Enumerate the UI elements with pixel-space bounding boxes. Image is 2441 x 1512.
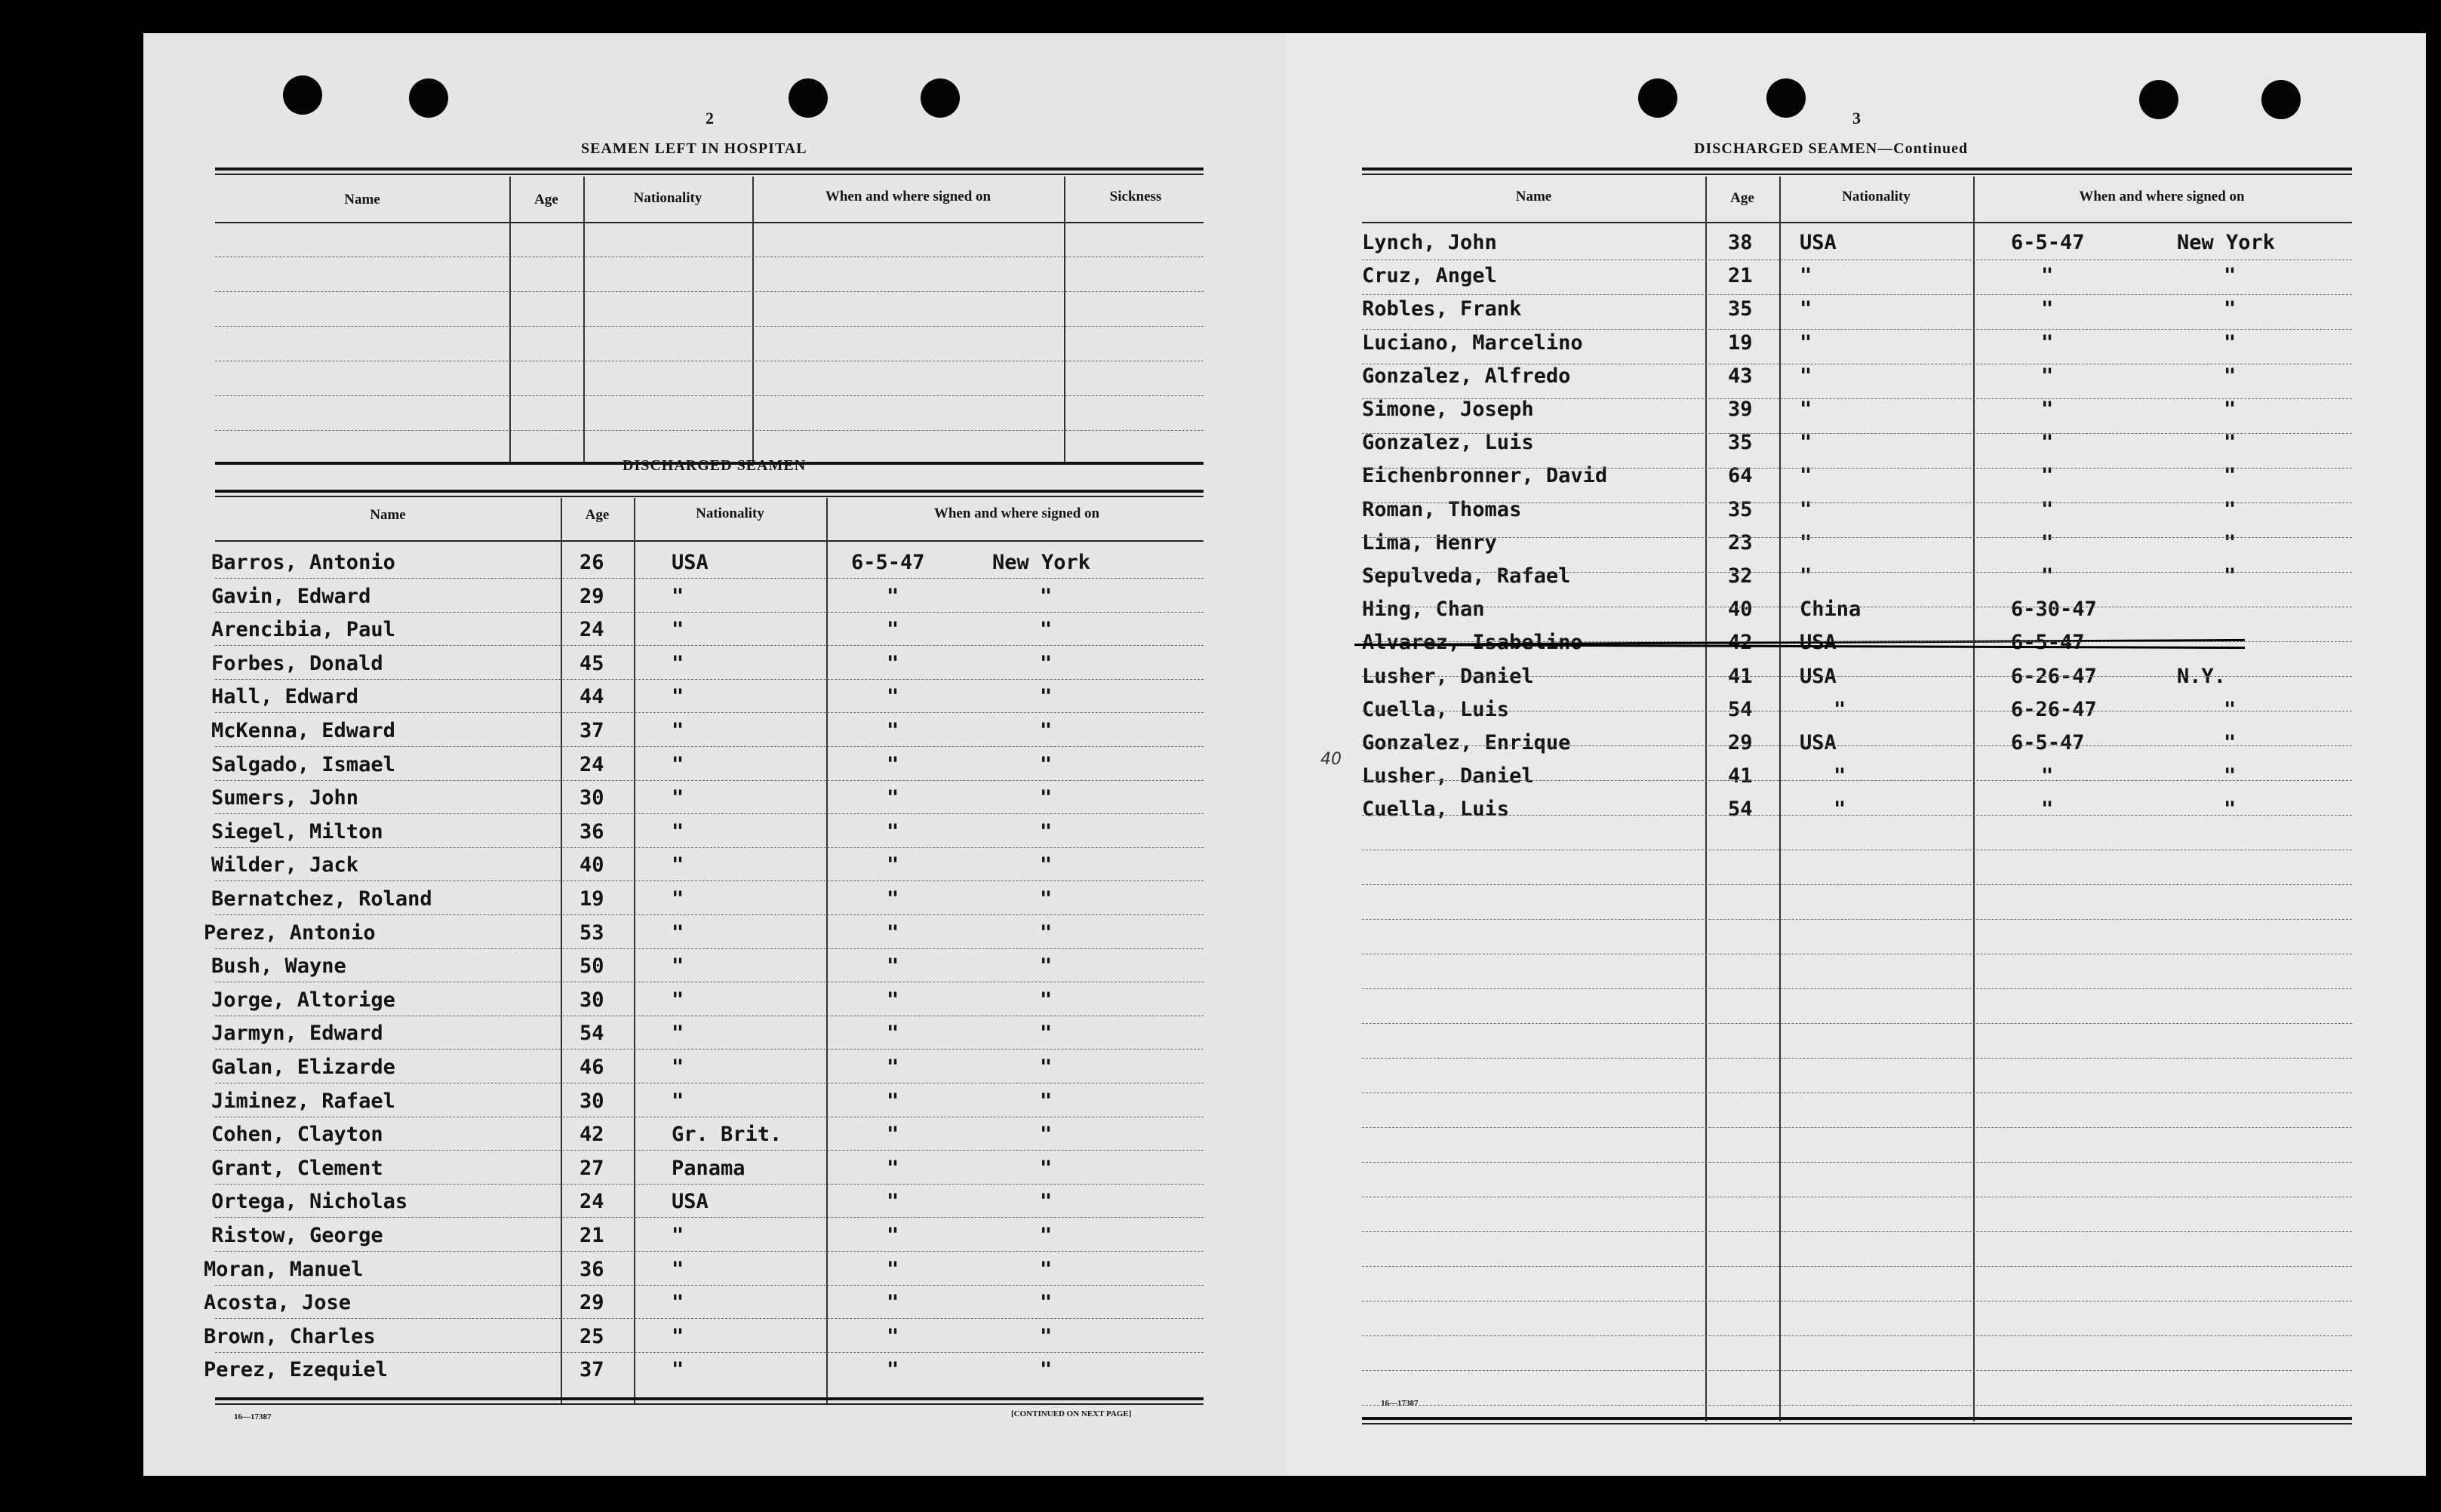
seaman-nationality: ": [672, 820, 684, 844]
table-row: [1287, 527, 2426, 560]
signed-on-date: ": [887, 1291, 899, 1314]
seaman-age: 21: [580, 1224, 604, 1247]
seaman-name: Roman, Thomas: [1362, 498, 1522, 521]
seaman-age: 25: [580, 1325, 604, 1348]
table-row: [143, 849, 1287, 882]
discharged-header-signed-on: When and where signed on: [933, 506, 1100, 521]
seaman-age: 32: [1728, 564, 1753, 588]
table-row: [143, 647, 1287, 681]
seaman-age: 35: [1728, 431, 1753, 454]
seaman-age: 39: [1728, 398, 1753, 421]
signed-on-date: ": [887, 1056, 899, 1079]
seaman-nationality: ": [672, 786, 684, 810]
signed-on-place: ": [1040, 988, 1053, 1012]
seaman-age: 41: [1728, 665, 1753, 688]
seaman-name: Arencibia, Paul: [211, 618, 395, 641]
seaman-age: 54: [1728, 797, 1753, 821]
seaman-age: 30: [580, 1089, 604, 1113]
seaman-name: Jiminez, Rafael: [211, 1089, 395, 1113]
signed-on-place: ": [2224, 297, 2237, 321]
seaman-nationality: ": [672, 618, 684, 641]
signed-on-date: ": [2041, 531, 2054, 555]
signed-on-place: ": [1040, 954, 1053, 978]
signed-on-date: ": [887, 988, 899, 1012]
table-row: [1287, 760, 2426, 793]
seaman-name: Lusher, Daniel: [1362, 665, 1534, 688]
seaman-nationality: ": [1800, 464, 1812, 487]
table-row: [143, 1320, 1287, 1354]
seaman-age: 24: [580, 618, 604, 641]
signed-on-place: New York: [2177, 231, 2276, 254]
signed-on-date: ": [2041, 264, 2054, 287]
seaman-name: Ortega, Nicholas: [211, 1190, 408, 1213]
seaman-age: 43: [1728, 364, 1753, 388]
signed-on-date: ": [2041, 764, 2054, 788]
signed-on-date: ": [887, 1022, 899, 1045]
seaman-age: 42: [580, 1123, 604, 1146]
signed-on-place: ": [2224, 797, 2237, 821]
signed-on-place: ": [1040, 921, 1053, 945]
table-row: [143, 782, 1287, 815]
seaman-name: Cohen, Clayton: [211, 1123, 383, 1146]
seaman-age: 64: [1728, 464, 1753, 487]
form-number: 16—17387: [234, 1412, 272, 1421]
punch-hole: [921, 78, 960, 118]
signed-on-date: ": [887, 1325, 899, 1348]
table-row: [1287, 493, 2426, 527]
seaman-nationality: ": [672, 954, 684, 978]
hospital-section-title: SEAMEN LEFT IN HOSPITAL: [581, 140, 807, 157]
signed-on-date: ": [887, 1358, 899, 1381]
signed-on-place: ": [1040, 1258, 1053, 1281]
signed-on-place: ": [2224, 464, 2237, 487]
signed-on-date: ": [887, 1089, 899, 1113]
seaman-name: Grant, Clement: [211, 1157, 383, 1180]
signed-on-date: ": [887, 753, 899, 776]
signed-on-date: ": [887, 1157, 899, 1180]
seaman-age: 29: [580, 1291, 604, 1314]
signed-on-date: ": [887, 652, 899, 675]
signed-on-place: ": [1040, 820, 1053, 844]
seaman-nationality: USA: [672, 1190, 709, 1213]
signed-on-place: ": [1040, 1123, 1053, 1146]
seaman-nationality: Panama: [672, 1157, 746, 1180]
table-row: [143, 613, 1287, 647]
signed-on-place: ": [1040, 1291, 1053, 1314]
seaman-name: Lima, Henry: [1362, 531, 1497, 555]
seaman-name: Wilder, Jack: [211, 853, 359, 877]
signed-on-place: ": [2224, 498, 2237, 521]
signed-on-place: ": [1040, 1190, 1053, 1213]
seaman-name: Simone, Joseph: [1362, 398, 1534, 421]
seaman-nationality: ": [1800, 531, 1812, 555]
seaman-age: 35: [1728, 498, 1753, 521]
signed-on-date: ": [2041, 331, 2054, 355]
seaman-age: 21: [1728, 264, 1753, 287]
seaman-name: Sepulveda, Rafael: [1362, 564, 1571, 588]
seaman-name: Lusher, Daniel: [1362, 764, 1534, 788]
hospital-header-signed-on: When and where signed on: [825, 189, 991, 204]
seaman-age: 37: [580, 719, 604, 742]
signed-on-date: ": [887, 1123, 899, 1146]
seaman-nationality: ": [672, 988, 684, 1012]
seaman-nationality: USA: [1800, 631, 1837, 654]
table-row: [1287, 693, 2426, 727]
table-row: [1287, 226, 2426, 260]
punch-hole: [1766, 78, 1806, 118]
punch-hole: [2261, 80, 2301, 119]
discharged-continued-title: DISCHARGED SEAMEN—Continued: [1694, 140, 1969, 157]
signed-on-date: 6-5-47: [2011, 231, 2085, 254]
seaman-nationality: ": [1800, 431, 1812, 454]
table-row: [143, 883, 1287, 916]
table-row: [143, 1219, 1287, 1252]
seaman-name: Cuella, Luis: [1362, 797, 1510, 821]
table-row: [1287, 293, 2426, 326]
header-name: Name: [1515, 189, 1552, 204]
seaman-name: Bush, Wayne: [211, 954, 346, 978]
signed-on-place: ": [1040, 753, 1053, 776]
signed-on-place: ": [2224, 264, 2237, 287]
signed-on-date: ": [887, 1190, 899, 1213]
table-row: [143, 1051, 1287, 1084]
signed-on-date: ": [887, 1258, 899, 1281]
seaman-name: Forbes, Donald: [211, 652, 383, 675]
seaman-age: 40: [580, 853, 604, 877]
seaman-nationality: ": [672, 1291, 684, 1314]
seaman-name: Brown, Charles: [204, 1325, 376, 1348]
seaman-age: 26: [580, 551, 604, 574]
signed-on-date: ": [887, 954, 899, 978]
seaman-name: Perez, Antonio: [204, 921, 376, 945]
seaman-age: 54: [1728, 698, 1753, 721]
seaman-nationality: ": [1834, 797, 1846, 821]
header-nationality: Nationality: [1842, 189, 1911, 204]
seaman-name: Hing, Chan: [1362, 598, 1485, 621]
signed-on-place: ": [1040, 618, 1053, 641]
signed-on-date: ": [2041, 297, 2054, 321]
header-age: Age: [1730, 190, 1754, 206]
seaman-name: Gonzalez, Enrique: [1362, 731, 1571, 754]
signed-on-place: ": [1040, 1157, 1053, 1180]
seaman-name: Eichenbronner, David: [1362, 464, 1608, 487]
table-row: [143, 748, 1287, 782]
punch-hole: [283, 75, 322, 115]
seaman-name: Galan, Elizarde: [211, 1056, 395, 1079]
signed-on-date: 6-26-47: [2011, 698, 2097, 721]
seaman-nationality: ": [1800, 564, 1812, 588]
signed-on-place: New York: [992, 551, 1091, 574]
seaman-nationality: ": [1800, 297, 1812, 321]
seaman-nationality: ": [1800, 364, 1812, 388]
hospital-header-nationality: Nationality: [633, 190, 702, 206]
seaman-age: 27: [580, 1157, 604, 1180]
seaman-name: Perez, Ezequiel: [204, 1358, 388, 1381]
seaman-age: 29: [580, 585, 604, 608]
seaman-nationality: ": [672, 652, 684, 675]
signed-on-place: ": [2224, 564, 2237, 588]
discharged-header-name: Name: [370, 507, 406, 523]
table-row: [1287, 360, 2426, 393]
seaman-age: 30: [580, 988, 604, 1012]
seaman-nationality: USA: [672, 551, 709, 574]
seaman-age: 36: [580, 1258, 604, 1281]
seaman-nationality: ": [672, 1325, 684, 1348]
seaman-name: Sumers, John: [211, 786, 359, 810]
seaman-nationality: ": [1834, 698, 1846, 721]
seaman-age: 46: [580, 1056, 604, 1079]
signed-on-date: 6-26-47: [2011, 665, 2097, 688]
signed-on-place: ": [1040, 1358, 1053, 1381]
seaman-nationality: USA: [1800, 231, 1837, 254]
table-row: [143, 816, 1287, 849]
table-row: [1287, 626, 2426, 659]
signed-on-place: ": [1040, 1089, 1053, 1113]
form-number: 16—17387: [1381, 1399, 1419, 1408]
table-row: [143, 1152, 1287, 1185]
signed-on-place: ": [1040, 1224, 1053, 1247]
table-row: [1287, 793, 2426, 826]
signed-on-place: ": [2224, 364, 2237, 388]
seaman-age: 36: [580, 820, 604, 844]
table-row: [143, 1185, 1287, 1219]
table-row: [143, 917, 1287, 950]
seaman-nationality: Gr. Brit.: [672, 1123, 782, 1146]
seaman-age: 23: [1728, 531, 1753, 555]
seaman-age: 19: [1728, 331, 1753, 355]
seaman-age: 24: [580, 753, 604, 776]
discharged-section-title: DISCHARGED SEAMEN: [623, 457, 807, 474]
page-number: 3: [1852, 109, 1861, 128]
seaman-age: 42: [1728, 631, 1753, 654]
seaman-name: Gavin, Edward: [211, 585, 371, 608]
seaman-nationality: ": [672, 1089, 684, 1113]
seaman-name: Gonzalez, Luis: [1362, 431, 1534, 454]
left-page: [143, 33, 1287, 1476]
seaman-nationality: ": [1834, 764, 1846, 788]
signed-on-place: ": [2224, 431, 2237, 454]
seaman-nationality: ": [672, 853, 684, 877]
table-row: [1287, 459, 2426, 493]
table-row: [1287, 260, 2426, 293]
discharged-header-age: Age: [585, 507, 610, 523]
seaman-age: 53: [580, 921, 604, 945]
table-row: [1287, 560, 2426, 593]
signed-on-date: ": [887, 618, 899, 641]
seaman-name: Gonzalez, Alfredo: [1362, 364, 1571, 388]
seaman-name: Jarmyn, Edward: [211, 1022, 383, 1045]
table-row: [143, 984, 1287, 1017]
table-row: [143, 715, 1287, 748]
signed-on-place: ": [1040, 685, 1053, 708]
seaman-name: McKenna, Edward: [211, 719, 395, 742]
signed-on-place: ": [2224, 331, 2237, 355]
seaman-nationality: ": [672, 685, 684, 708]
table-row: [143, 1085, 1287, 1118]
signed-on-place: ": [1040, 1325, 1053, 1348]
hospital-header-name: Name: [344, 192, 380, 207]
signed-on-date: ": [2041, 464, 2054, 487]
seaman-name: Acosta, Jose: [204, 1291, 352, 1314]
signed-on-date: 6-30-47: [2011, 598, 2097, 621]
punch-hole: [1638, 78, 1677, 118]
table-row: [1287, 426, 2426, 459]
seaman-name: Salgado, Ismael: [211, 753, 395, 776]
signed-on-date: ": [887, 887, 899, 911]
signed-on-date: 6-5-47: [851, 551, 925, 574]
table-row: [1287, 727, 2426, 760]
table-row: [143, 1253, 1287, 1286]
signed-on-place: ": [2224, 398, 2237, 421]
signed-on-date: ": [887, 1224, 899, 1247]
seaman-age: 35: [1728, 297, 1753, 321]
table-row: [1287, 327, 2426, 360]
seaman-age: 30: [580, 786, 604, 810]
seaman-nationality: ": [672, 585, 684, 608]
seaman-name: Jorge, Altorige: [211, 988, 395, 1012]
seaman-nationality: ": [672, 719, 684, 742]
seaman-age: 50: [580, 954, 604, 978]
signed-on-date: 6-5-47: [2011, 631, 2085, 654]
seaman-nationality: ": [672, 1358, 684, 1381]
hospital-header-age: Age: [534, 192, 558, 207]
table-row: [143, 1118, 1287, 1151]
table-row: [143, 1017, 1287, 1050]
seaman-name: Cuella, Luis: [1362, 698, 1510, 721]
signed-on-place: ": [1040, 1022, 1053, 1045]
signed-on-date: ": [887, 685, 899, 708]
seaman-age: 24: [580, 1190, 604, 1213]
table-row: [143, 580, 1287, 613]
seaman-name: Hall, Edward: [211, 685, 359, 708]
signed-on-date: 6-5-47: [2011, 731, 2085, 754]
signed-on-place: ": [1040, 887, 1053, 911]
signed-on-place: ": [1040, 652, 1053, 675]
signed-on-date: ": [887, 786, 899, 810]
signed-on-place: ": [1040, 585, 1053, 608]
seaman-nationality: ": [1800, 264, 1812, 287]
seaman-name: Robles, Frank: [1362, 297, 1522, 321]
discharged-header-nationality: Nationality: [696, 506, 764, 521]
signed-on-date: ": [887, 585, 899, 608]
seaman-name: Luciano, Marcelino: [1362, 331, 1583, 355]
signed-on-date: ": [2041, 398, 2054, 421]
signed-on-date: ": [887, 853, 899, 877]
margin-note: 40: [1320, 750, 1342, 769]
seaman-age: 40: [1728, 598, 1753, 621]
seaman-nationality: ": [1800, 498, 1812, 521]
seaman-age: 41: [1728, 764, 1753, 788]
seaman-nationality: ": [672, 1224, 684, 1247]
signed-on-place: ": [2224, 698, 2237, 721]
seaman-name: Siegel, Milton: [211, 820, 383, 844]
seaman-nationality: ": [1800, 331, 1812, 355]
punch-hole: [789, 78, 828, 118]
seaman-nationality: ": [672, 887, 684, 911]
signed-on-date: ": [2041, 431, 2054, 454]
table-row: [143, 681, 1287, 714]
signed-on-place: N.Y.: [2177, 665, 2227, 688]
table-row: [143, 546, 1287, 579]
signed-on-date: ": [887, 719, 899, 742]
page-number: 2: [706, 109, 714, 128]
seaman-name: Cruz, Angel: [1362, 264, 1497, 287]
seaman-nationality: ": [672, 1056, 684, 1079]
seaman-age: 19: [580, 887, 604, 911]
table-row: [143, 1354, 1287, 1387]
signed-on-place: ": [1040, 853, 1053, 877]
signed-on-date: ": [2041, 564, 2054, 588]
signed-on-place: ": [2224, 764, 2237, 788]
signed-on-date: ": [2041, 797, 2054, 821]
seaman-age: 45: [580, 652, 604, 675]
seaman-nationality: ": [672, 1022, 684, 1045]
signed-on-date: ": [887, 921, 899, 945]
seaman-name: Ristow, George: [211, 1224, 383, 1247]
signed-on-place: ": [1040, 786, 1053, 810]
seaman-age: 29: [1728, 731, 1753, 754]
seaman-nationality: ": [1800, 398, 1812, 421]
seaman-nationality: ": [672, 753, 684, 776]
seaman-name: Bernatchez, Roland: [211, 887, 432, 911]
seaman-nationality: ": [672, 1258, 684, 1281]
hospital-header-sickness: Sickness: [1109, 189, 1162, 204]
punch-hole: [2139, 80, 2178, 119]
table-row: [1287, 660, 2426, 693]
seaman-nationality: ": [672, 921, 684, 945]
table-row: [143, 1286, 1287, 1320]
seaman-name: Barros, Antonio: [211, 551, 395, 574]
signed-on-date: ": [2041, 498, 2054, 521]
signed-on-date: ": [2041, 364, 2054, 388]
seaman-age: 44: [580, 685, 604, 708]
signed-on-place: ": [2224, 731, 2237, 754]
header-signed-on: When and where signed on: [2079, 189, 2245, 204]
seaman-name: Moran, Manuel: [204, 1258, 364, 1281]
signed-on-place: ": [1040, 719, 1053, 742]
seaman-name: Alvarez, Isabelino: [1362, 631, 1583, 654]
seaman-nationality: China: [1800, 598, 1861, 621]
seaman-name: Lynch, John: [1362, 231, 1497, 254]
seaman-nationality: USA: [1800, 731, 1837, 754]
seaman-age: 37: [580, 1358, 604, 1381]
table-row: [1287, 593, 2426, 626]
signed-on-date: ": [887, 820, 899, 844]
seaman-age: 38: [1728, 231, 1753, 254]
seaman-age: 54: [580, 1022, 604, 1045]
signed-on-place: ": [1040, 1056, 1053, 1079]
table-row: [143, 950, 1287, 983]
signed-on-place: ": [2224, 531, 2237, 555]
seaman-nationality: USA: [1800, 665, 1837, 688]
right-page: [1287, 33, 2426, 1476]
continued-note: [CONTINUED ON NEXT PAGE]: [1011, 1409, 1132, 1418]
punch-hole: [409, 78, 448, 118]
